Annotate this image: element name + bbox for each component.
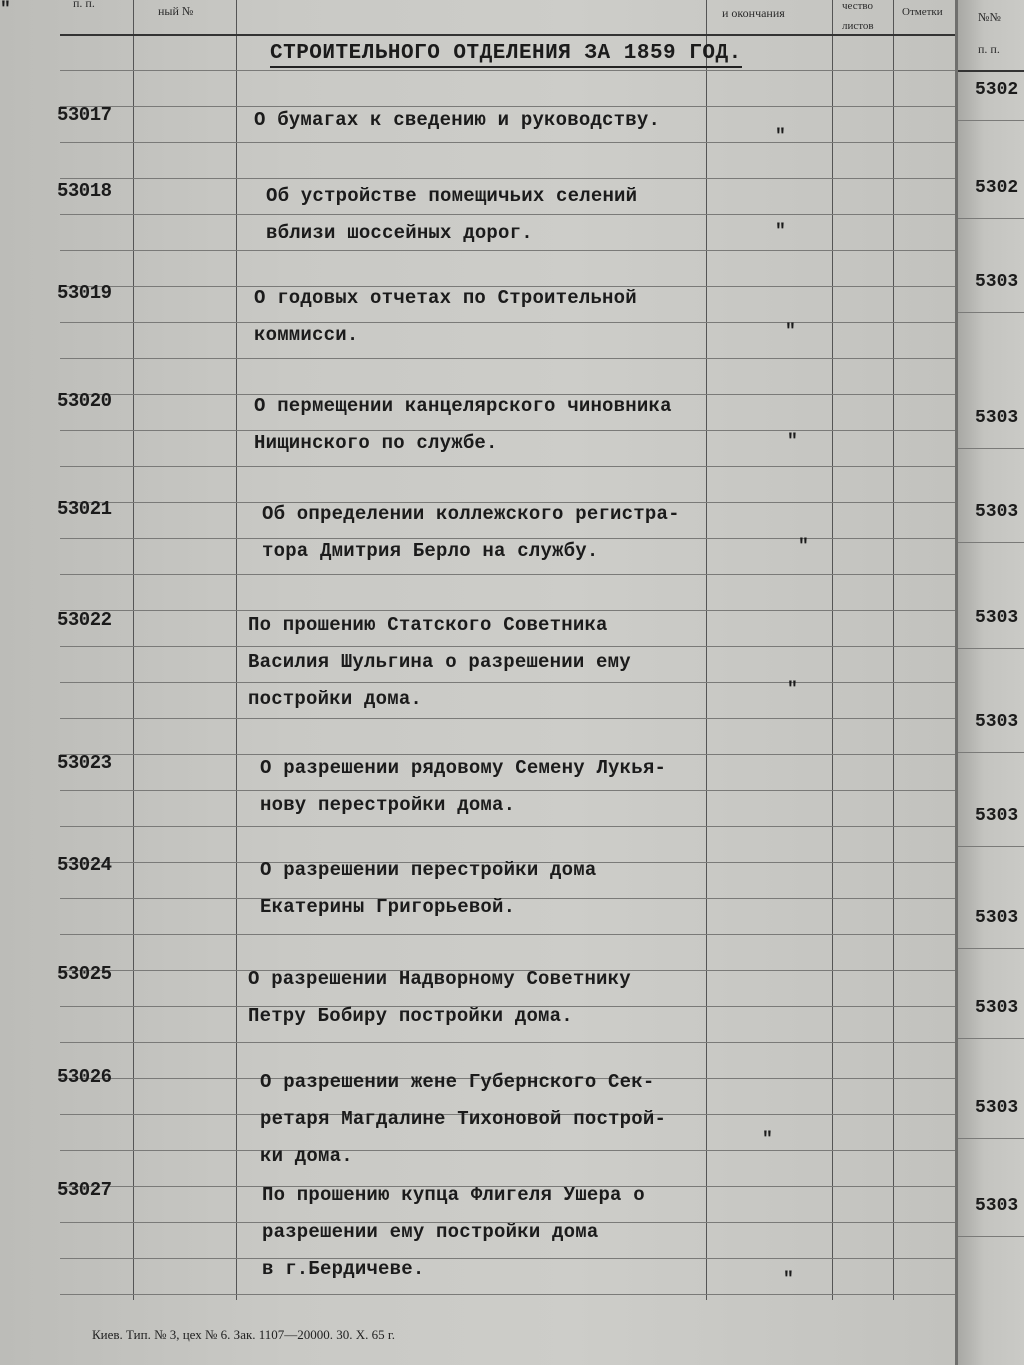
right-ruling-line <box>958 752 1024 753</box>
record-number: 53026 <box>57 1066 112 1088</box>
record-text-line: тора Дмитрия Берло на службу. <box>262 540 599 562</box>
column-divider <box>832 0 833 1300</box>
ditto-mark: " <box>0 0 11 20</box>
ruling-line <box>60 70 955 71</box>
right-page-number: 5302 <box>975 178 1019 198</box>
ruling-line <box>60 682 955 683</box>
record-text-line: ретаря Магдалине Тихоновой построй- <box>260 1108 667 1130</box>
record-text-line: По прошению Статского Советника <box>248 614 608 636</box>
header-id: ный № <box>158 4 194 18</box>
right-numsign: №№ <box>978 10 1001 24</box>
record-text-line: коммисси. <box>254 324 359 346</box>
right-page-number: 5303 <box>975 806 1019 826</box>
header-notes: Отметки <box>902 6 943 18</box>
right-ruling-line <box>958 120 1024 121</box>
right-page-number: 5303 <box>975 1196 1019 1216</box>
ruling-line <box>60 430 955 431</box>
record-number: 53017 <box>57 104 112 126</box>
record-number: 53018 <box>57 180 112 202</box>
right-page-number: 5303 <box>975 1098 1019 1118</box>
ruling-line <box>60 1258 955 1259</box>
right-ruling-line <box>958 648 1024 649</box>
ditto-mark: " <box>798 537 809 557</box>
right-header-rule <box>958 70 1024 72</box>
ditto-mark: " <box>775 127 786 147</box>
right-ruling-line <box>958 312 1024 313</box>
record-text-line: О разрешении жене Губернского Сек- <box>260 1071 655 1093</box>
record-number: 53023 <box>57 752 112 774</box>
right-ruling-line <box>958 1038 1024 1039</box>
ruling-line <box>60 466 955 467</box>
ruling-line <box>60 934 955 935</box>
right-ruling-line <box>958 218 1024 219</box>
record-number: 53024 <box>57 854 112 876</box>
record-text-line: Екатерины Григорьевой. <box>260 896 516 918</box>
record-text-line: О разрешении рядовому Семену Лукья- <box>260 757 667 779</box>
record-text-line: Об определении коллежского регистра- <box>262 503 680 525</box>
ruling-line <box>60 574 955 575</box>
right-page-number: 5303 <box>975 408 1019 428</box>
ditto-mark: " <box>787 432 798 452</box>
record-text-line: О пермещении канцелярского чиновника <box>254 395 672 417</box>
ditto-mark: " <box>785 322 796 342</box>
column-divider <box>236 0 237 1300</box>
header-num: п. п. <box>73 0 95 10</box>
header-end: и окончания <box>722 6 785 20</box>
record-text-line: О годовых отчетах по Строительной <box>254 287 637 309</box>
ditto-mark: " <box>787 680 798 700</box>
right-ruling-line <box>958 448 1024 449</box>
ruling-line <box>60 322 955 323</box>
record-text-line: О разрешении Надворному Советнику <box>248 968 631 990</box>
right-page-number: 5302 <box>975 80 1019 100</box>
right-ruling-line <box>958 1138 1024 1139</box>
header-rule <box>60 34 955 36</box>
column-divider <box>706 0 707 1300</box>
right-ruling-line <box>958 846 1024 847</box>
right-page-number: 5303 <box>975 998 1019 1018</box>
right-page-number: 5303 <box>975 712 1019 732</box>
ruling-line <box>60 358 955 359</box>
ditto-mark: " <box>783 1270 794 1290</box>
record-text-line: в г.Бердичеве. <box>262 1258 425 1280</box>
section-title: СТРОИТЕЛЬНОГО ОТДЕЛЕНИЯ ЗА 1859 ГОД. <box>270 42 742 68</box>
header-sheets: чество листов <box>842 0 874 32</box>
next-page-edge <box>958 0 1024 1365</box>
record-text-line: вблизи шоссейных дорог. <box>266 222 533 244</box>
record-number: 53019 <box>57 282 112 304</box>
column-divider <box>893 0 894 1300</box>
right-pp: п. п. <box>978 42 1000 56</box>
column-divider <box>133 0 134 1300</box>
ruling-line <box>60 1294 955 1295</box>
ruling-line <box>60 718 955 719</box>
record-text-line: Петру Бобиру постройки дома. <box>248 1005 573 1027</box>
record-text-line: Василия Шульгина о разрешении ему <box>248 651 631 673</box>
right-ruling-line <box>958 1236 1024 1237</box>
record-text-line: нову перестройки дома. <box>260 794 516 816</box>
record-text-line: разрешении ему постройки дома <box>262 1221 599 1243</box>
printer-imprint: Киев. Тип. № 3, цех № 6. Зак. 1107—20000. 30. X. 65 г. <box>92 1327 396 1342</box>
ruling-line <box>60 1042 955 1043</box>
record-text-line: О бумагах к сведению и руководству. <box>254 109 661 131</box>
record-number: 53022 <box>57 609 112 631</box>
record-text-line: О разрешении перестройки дома <box>260 859 597 881</box>
right-page-number: 5303 <box>975 502 1019 522</box>
record-number: 53025 <box>57 963 112 985</box>
record-number: 53021 <box>57 498 112 520</box>
right-ruling-line <box>958 542 1024 543</box>
record-text-line: постройки дома. <box>248 688 423 710</box>
record-text-line: По прошению купца Флигеля Ушера о <box>262 1184 645 1206</box>
right-page-number: 5303 <box>975 608 1019 628</box>
ruling-line <box>60 142 955 143</box>
right-page-number: 5303 <box>975 272 1019 292</box>
ruling-line <box>60 1150 955 1151</box>
record-number: 53027 <box>57 1179 112 1201</box>
ditto-mark: " <box>762 1130 773 1150</box>
ruling-line <box>60 826 955 827</box>
ditto-mark: " <box>775 222 786 242</box>
right-ruling-line <box>958 948 1024 949</box>
record-text-line: Об устройстве помещичьих селений <box>266 185 638 207</box>
record-text-line: ки дома. <box>260 1145 353 1167</box>
record-number: 53020 <box>57 390 112 412</box>
right-page-number: 5303 <box>975 908 1019 928</box>
record-text-line: Нищинского по службе. <box>254 432 498 454</box>
